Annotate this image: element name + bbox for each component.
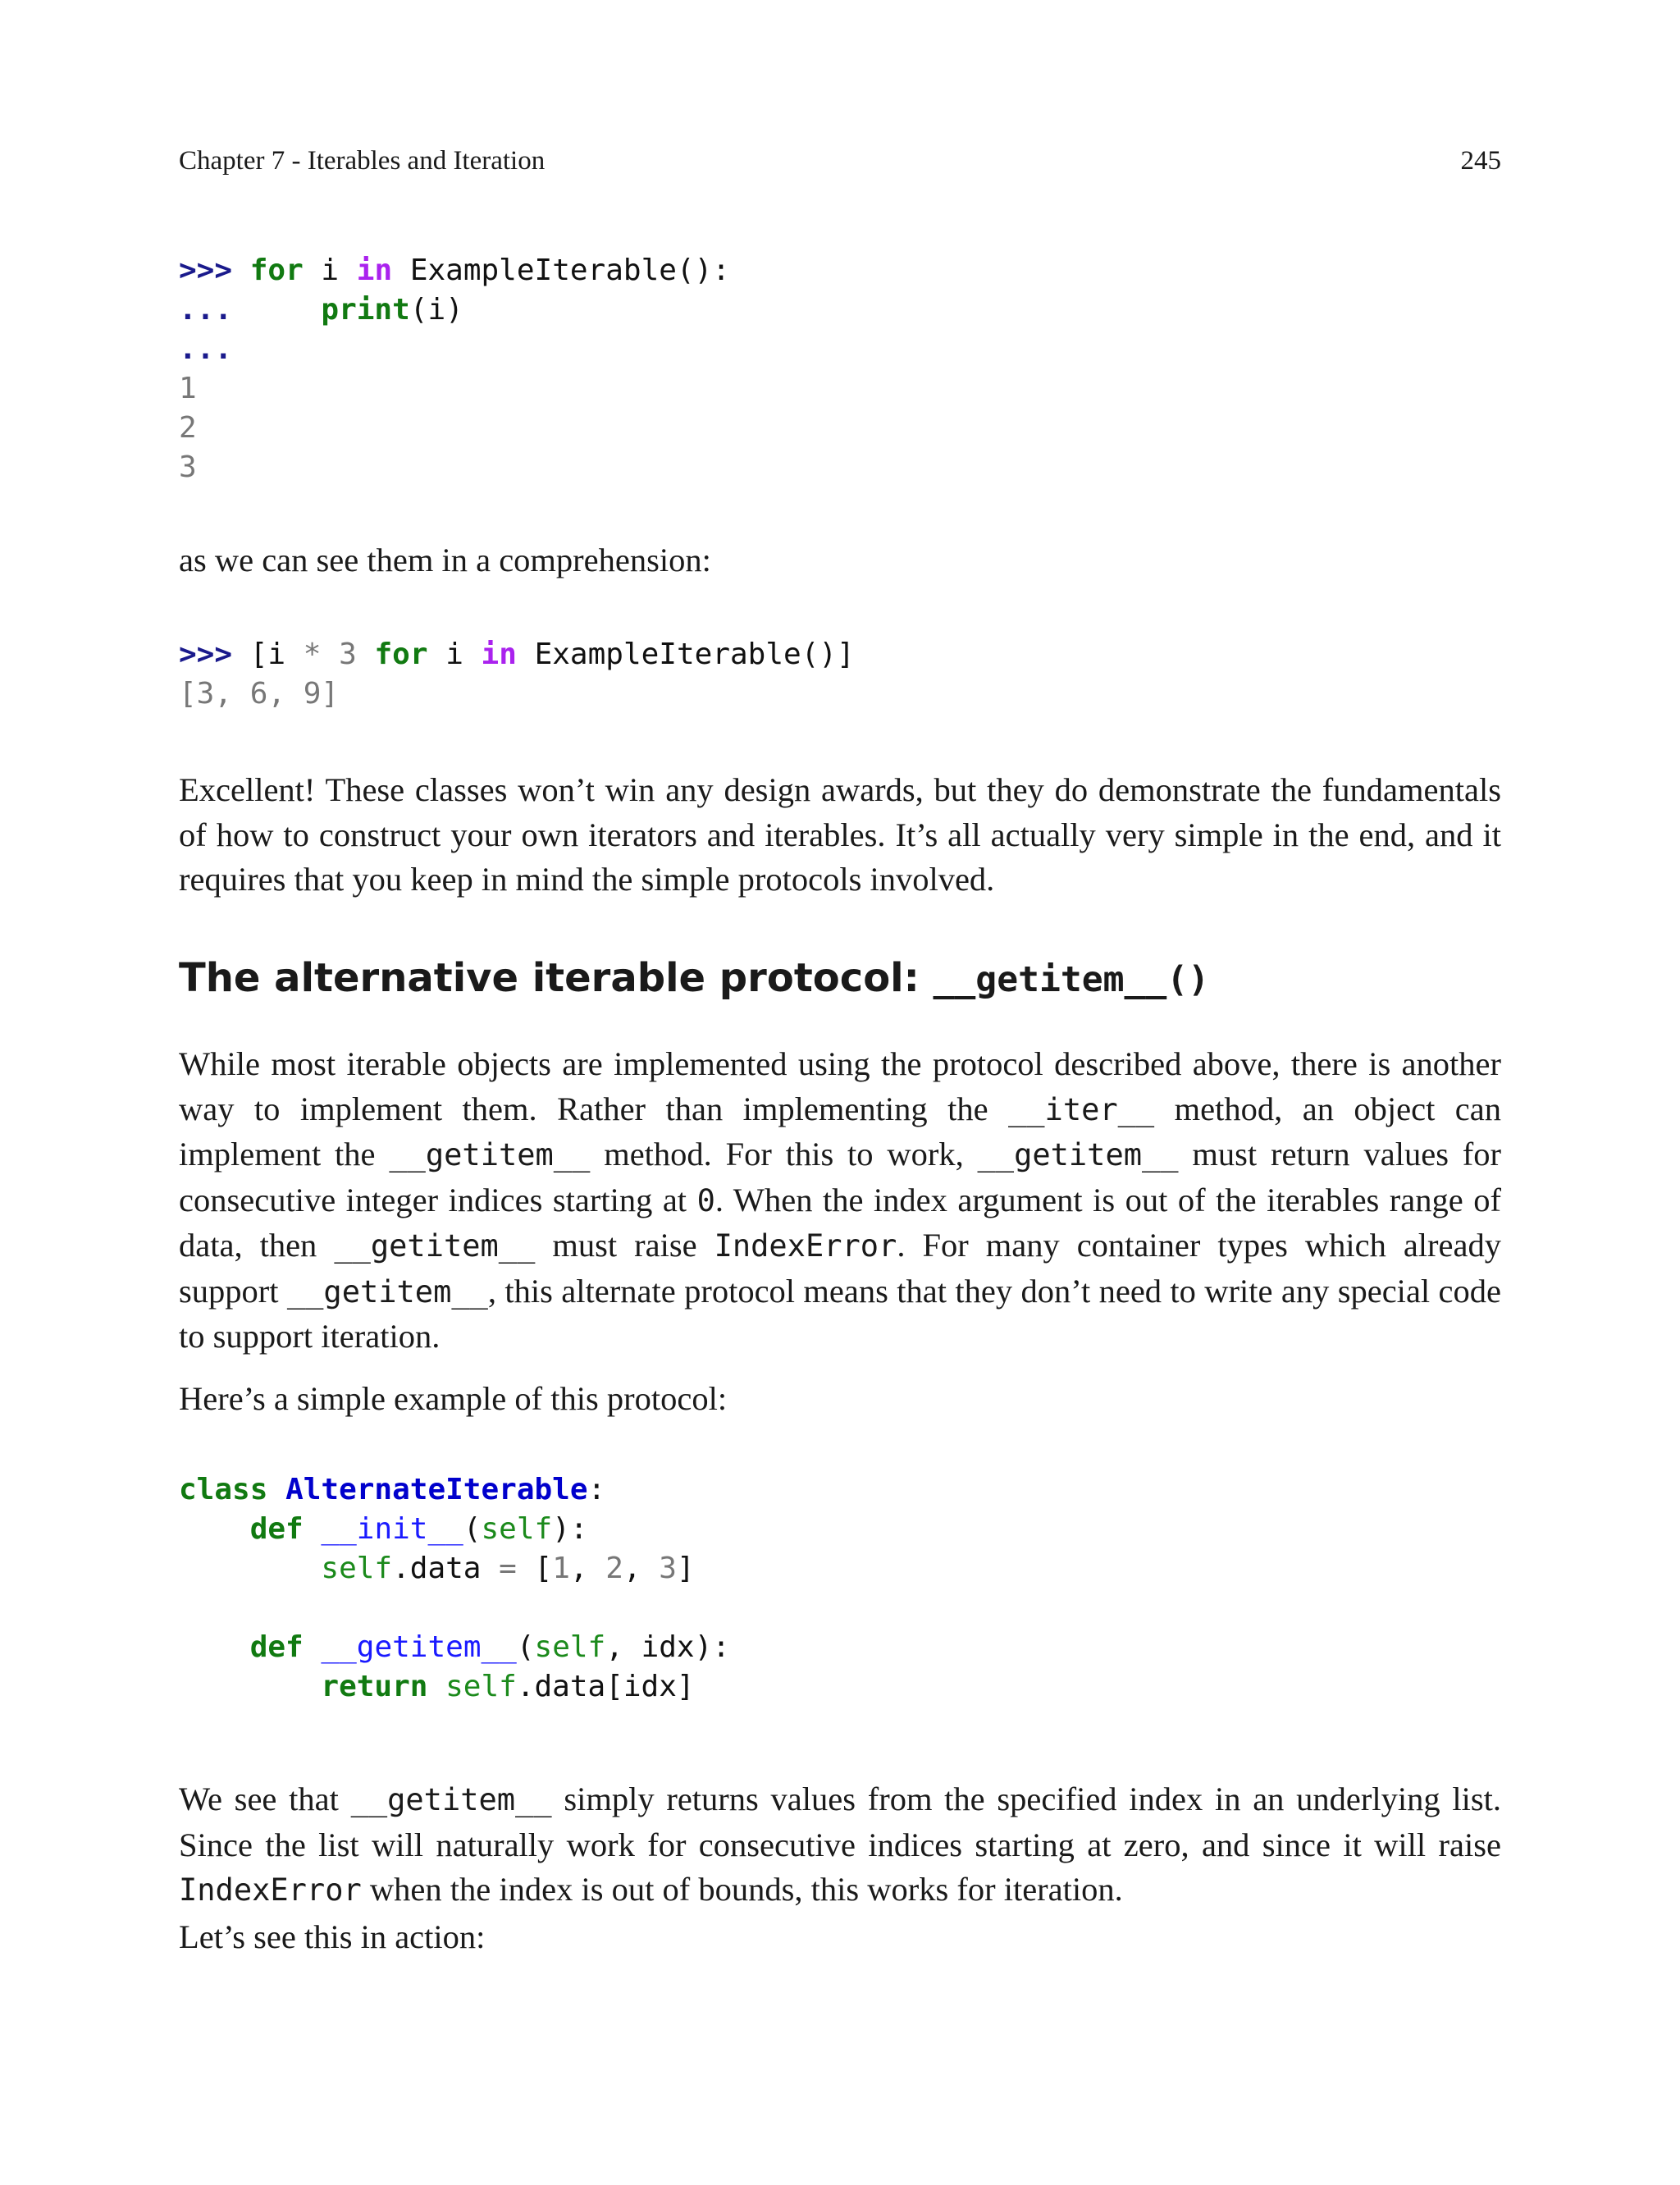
code-block-for-loop: >>> for i in ExampleIterable(): ... print(i) ... 1 2 3 <box>179 254 730 484</box>
page-number: 245 <box>1460 146 1501 176</box>
paragraph-alternative-protocol: While most iterable objects are implemented using the protocol described above, there is another way to implement them. Rather than implementing the __iter__ method, an object can implement the __getitem__ method. For this to work, __getitem__ must return values for consecutive integer indices starting at 0. When the index argument is out of the iterables range of data, then __getitem__ must raise IndexError. For many container types which already support __getitem__, this alternate protocol means that they don’t need to write any special code to support iteration. <box>179 1045 1501 1355</box>
keyword-in: in <box>356 254 393 287</box>
code-block-comprehension: >>> [i * 3 for i in ExampleIterable()] [3, 6, 9] <box>179 638 855 711</box>
method-getitem: __getitem__ <box>321 1630 517 1664</box>
output-line: 1 <box>179 372 197 405</box>
keyword-for: for <box>249 254 304 287</box>
paragraph-comprehension: as we can see them in a comprehension: <box>179 542 711 578</box>
section-heading: The alternative iterable protocol: __getitem__() <box>179 955 1210 1001</box>
method-init: __init__ <box>321 1512 463 1546</box>
page-header <box>179 146 1501 176</box>
paragraph-in-action: Let’s see this in action: <box>179 1918 486 1955</box>
output-line: [3, 6, 9] <box>179 677 340 711</box>
code-block-class: class AlternateIterable: def __init__(self): self.data = [1, 2, 3] def __getitem__(self, idx): return self.data[idx] <box>179 1473 730 1703</box>
prompt: >>> <box>179 254 233 287</box>
paragraph-example-intro: Here’s a simple example of this protocol: <box>179 1380 728 1417</box>
builtin-print: print <box>321 293 410 327</box>
paragraph-excellent: Excellent! These classes won’t win any design awards, but they do demonstrate the fundamentals of how to construct your own iterators and iterables. It’s all actually very simple in the end, and it requires that you keep in mind the simple protocols involved. <box>179 771 1501 898</box>
output-line: 2 <box>179 411 197 445</box>
class-name: AlternateIterable <box>285 1473 588 1506</box>
paragraph-we-see: We see that __getitem__ simply returns values from the specified index in an underlying list. Since the list will naturally work for consecutive indices starting at zero, and since it will raise IndexError when the index is out of bounds, this works for iteration. <box>179 1780 1501 1908</box>
chapter-title: Chapter 7 - Iterables and Iteration <box>179 146 546 176</box>
output-line: 3 <box>179 450 197 484</box>
